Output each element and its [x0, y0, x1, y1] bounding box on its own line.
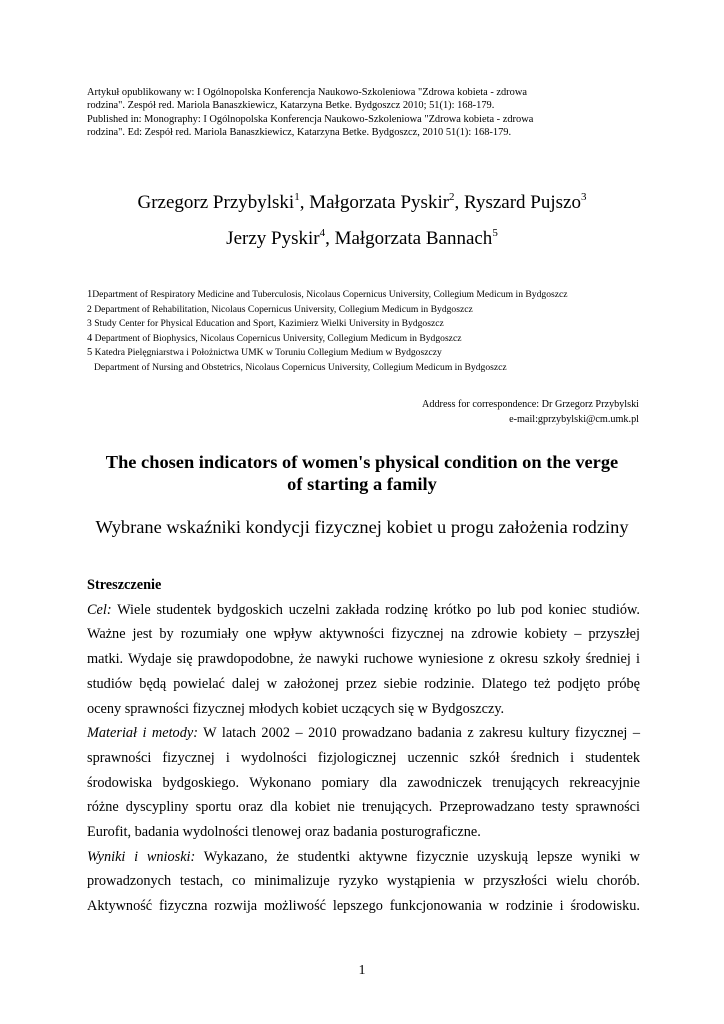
affiliation-item — [87, 303, 667, 318]
abstract-line: sprawności fizycznej i wydolności fizjologicznej uczennic szkół średnich i studentek — [87, 749, 640, 766]
abstract-line: Ważne jest by rozumiały one wpływ aktywności fizycznej na zdrowie kobiety – przyszłej — [87, 626, 640, 643]
publication-note-line: rodzina". Zespół red. Mariola Banaszkiewicz, Katarzyna Betke. Bydgoszcz 2010; 51(1): 168-179. — [87, 100, 495, 112]
publication-note-line: rodzina". Ed: Zespół red. Mariola Banaszkiewicz, Katarzyna Betke. Bydgoszcz, 2010 51(1): 168-179. — [87, 126, 512, 138]
abstract-line: oceny sprawności fizycznej młodych kobiet uczących się w Bydgoszczy. — [87, 700, 505, 717]
affiliation-number: 5 — [87, 347, 93, 359]
affiliation-item — [87, 361, 667, 376]
publication-note — [87, 86, 647, 139]
author-separator: , — [299, 192, 310, 213]
author-affiliation-sup: 3 — [580, 191, 587, 203]
affiliation-number: 3 — [87, 318, 92, 330]
affiliation-text: Department of Rehabilitation, Nicolaus Copernicus University, Collegium Medicum in Bydgoszcz — [91, 303, 473, 315]
affiliation-number: 4 — [87, 332, 93, 344]
author-line-1 — [0, 190, 724, 216]
abstract-line — [87, 598, 640, 623]
author-name: Grzegorz Przybylski — [137, 192, 295, 213]
author-affiliation-sup: 4 — [319, 227, 326, 239]
affiliation-text: Department of Biophysics, Nicolaus Copernicus University, Collegium Medicum in Bydgoszcz — [92, 332, 462, 344]
section-label: Wyniki i wnioski: — [87, 848, 196, 865]
abstract-text: W latach 2002 – 2010 prowadzano badania z zakresu kultury fizycznej – — [197, 725, 640, 742]
author-name: Małgorzata Pyskir — [309, 192, 450, 213]
abstract-line — [87, 721, 640, 746]
title-line: The chosen indicators of women's physical condition on the verge — [105, 452, 619, 472]
author-line-2 — [0, 226, 724, 252]
abstract-line: prowadzonych testach, co minimalizuje ryzyko wystąpienia w przyszłości wielu chorób. — [87, 873, 640, 890]
affiliations — [87, 288, 667, 376]
affiliation-item — [87, 288, 667, 303]
abstract-text: Wykazano, że studentki aktywne fizycznie uzyskują lepsze wyniki w — [195, 848, 640, 865]
publication-note-line: Artykuł opublikowany w: I Ogólnopolska Konferencja Naukowo-Szkoleniowa "Zdrowa kobieta - zdrowa — [87, 87, 527, 98]
author-name: Ryszard Pujszo — [464, 192, 581, 213]
author-name: Małgorzata Bannach — [334, 228, 493, 249]
paper-title-polish: Wybrane wskaźniki kondycji fizycznej kobiet u progu założenia rodziny — [95, 517, 629, 537]
abstract-section-aim — [87, 598, 640, 722]
section-label: Cel: — [87, 601, 112, 618]
section-label: Materiał i metody: — [87, 725, 198, 742]
abstract-line: Aktywność fizyczna rozwija możliwość lepszego funkcjonowania w rodzinie i środowisku. — [87, 898, 640, 915]
affiliation-text: Study Center for Physical Education and Sport, Kazimierz Wielki University in Bydgoszcz — [91, 318, 444, 330]
correspondence — [422, 398, 639, 427]
abstract-line — [87, 845, 640, 870]
affiliation-text: Department of Respiratory Medicine and Tuberculosis, Nicolaus Copernicus University, Collegium Medicum in Bydgoszcz — [92, 289, 568, 300]
affiliation-number: 1 — [87, 289, 93, 300]
affiliation-number: 2 — [87, 303, 92, 315]
abstract-section-results — [87, 845, 640, 919]
author-separator: , — [454, 192, 465, 213]
abstract-line: środowiska bydgoskiego. Wykonano pomiary dla zawodniczek trenujących rekreacyjnie — [87, 774, 640, 791]
abstract-line: różne dyscypliny sportu oraz dla kobiet nie trenujących. Przeprowadzano testy sprawności — [87, 799, 640, 816]
author-name: Jerzy Pyskir — [226, 228, 320, 249]
abstract — [87, 573, 640, 919]
affiliation-item — [87, 332, 667, 347]
author-affiliation-sup: 2 — [449, 191, 455, 203]
affiliation-item — [87, 317, 667, 332]
publication-note-line: Published in: Monography: I Ogólnopolska Konferencja Naukowo-Szkoleniowa "Zdrowa kobieta - zdrowa — [87, 113, 534, 125]
affiliation-item — [87, 346, 667, 361]
correspondence-email: e-mail:gprzybylski@cm.umk.pl — [509, 413, 639, 425]
affiliation-text: Department of Nursing and Obstetrics, Nicolaus Copernicus University, Collegium Medicum in Bydgoszcz — [94, 361, 507, 373]
abstract-line: studiów będą powielać dalej w założonej przez siebie rodzinie. Dlatego też podjęto próbę — [87, 675, 640, 692]
abstract-line: matki. Wydaje się prawdopodobne, że nawyki ruchowe wyniesione z okresu szkoły średniej i — [87, 651, 640, 668]
title-line: of starting a family — [287, 474, 437, 494]
author-affiliation-sup: 1 — [294, 191, 300, 203]
paper-title-english — [60, 451, 664, 495]
author-separator: , — [325, 228, 335, 249]
affiliation-text: Katedra Pielęgniarstwa i Położnictwa UMK w Toruniu Collegium Medium w Bydgoszczy — [92, 347, 442, 359]
correspondence-address: Address for correspondence: Dr Grzegorz Przybylski — [422, 399, 639, 410]
abstract-section-methods — [87, 721, 640, 845]
abstract-line: Eurofit, badania wydolności tlenowej oraz badania posturograficzne. — [87, 824, 481, 841]
abstract-heading: Streszczenie — [87, 577, 162, 593]
author-affiliation-sup: 5 — [492, 227, 498, 239]
page-number: 1 — [358, 963, 366, 978]
abstract-text: Wiele studentek bydgoskich uczelni zakłada rodzinę krótko po lub pod koniec studiów. — [111, 601, 640, 618]
